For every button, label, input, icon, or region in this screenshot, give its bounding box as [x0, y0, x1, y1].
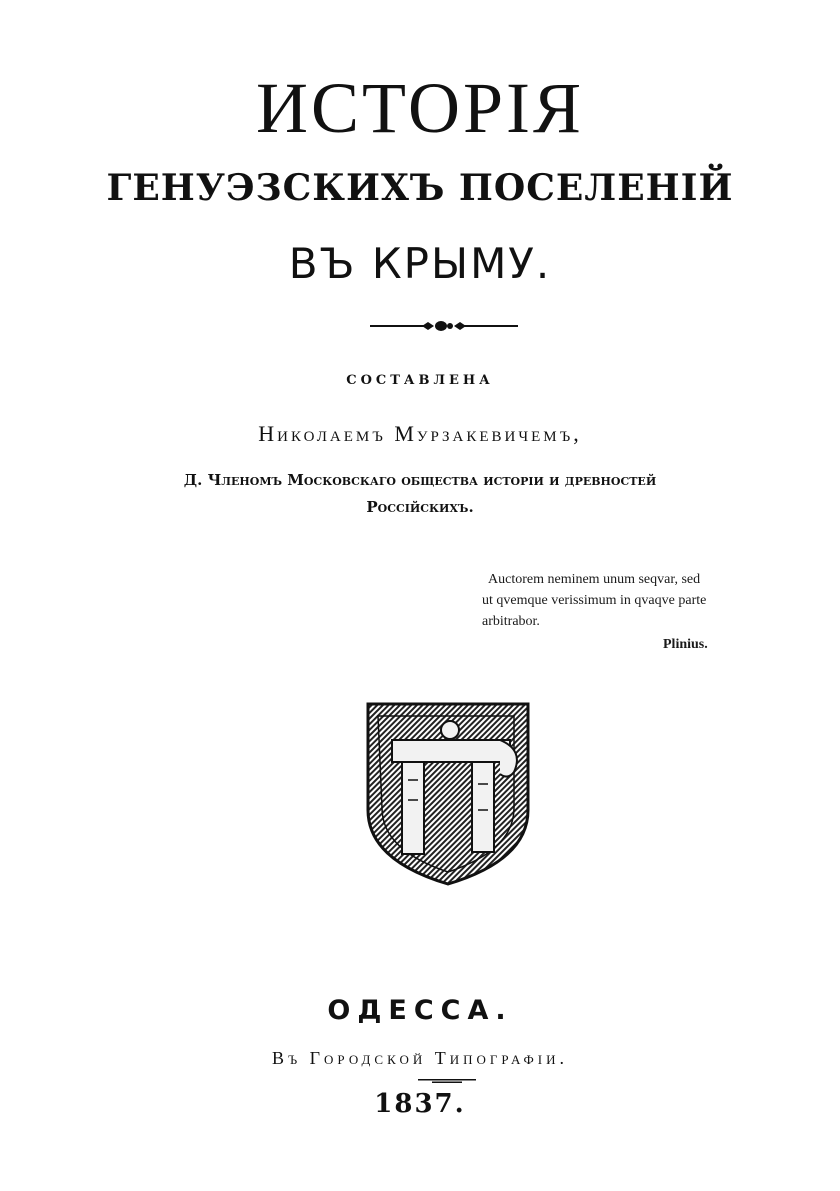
author-affiliation-cont: Россійскихъ. — [366, 498, 474, 516]
short-rule — [418, 1078, 476, 1084]
publication-city: ОДЕССА. — [327, 995, 513, 1026]
book-location: ВЪ КРЫМУ. — [288, 239, 552, 288]
publication-year: 1837. — [374, 1089, 466, 1119]
printer-name: Въ Городской Типографіи. — [271, 1048, 569, 1068]
ornamental-divider — [370, 318, 518, 334]
coat-of-arms-emblem — [364, 700, 532, 888]
epigraph-attribution: Plinius. — [663, 637, 708, 652]
book-title: ИСТОРІЯ — [255, 68, 585, 148]
epigraph — [482, 569, 788, 655]
author-name: Николаемъ Мурзакевичемъ, — [258, 421, 582, 446]
book-subtitle: ГЕНУЭЗСКИХЪ ПОСЕЛЕНІЙ — [106, 167, 734, 209]
author-affiliation: Д. Членомъ Московскаго общества исторіи и древностей — [183, 471, 657, 489]
epigraph-line: Auctorem neminem unum seqvar, sed — [488, 572, 701, 587]
epigraph-line: ut qvemque verissimum in qvaqve parte — [482, 593, 707, 608]
epigraph-line: arbitrabor. — [482, 614, 540, 629]
composed-by-label: СОСТАВЛЕНА — [346, 373, 494, 388]
